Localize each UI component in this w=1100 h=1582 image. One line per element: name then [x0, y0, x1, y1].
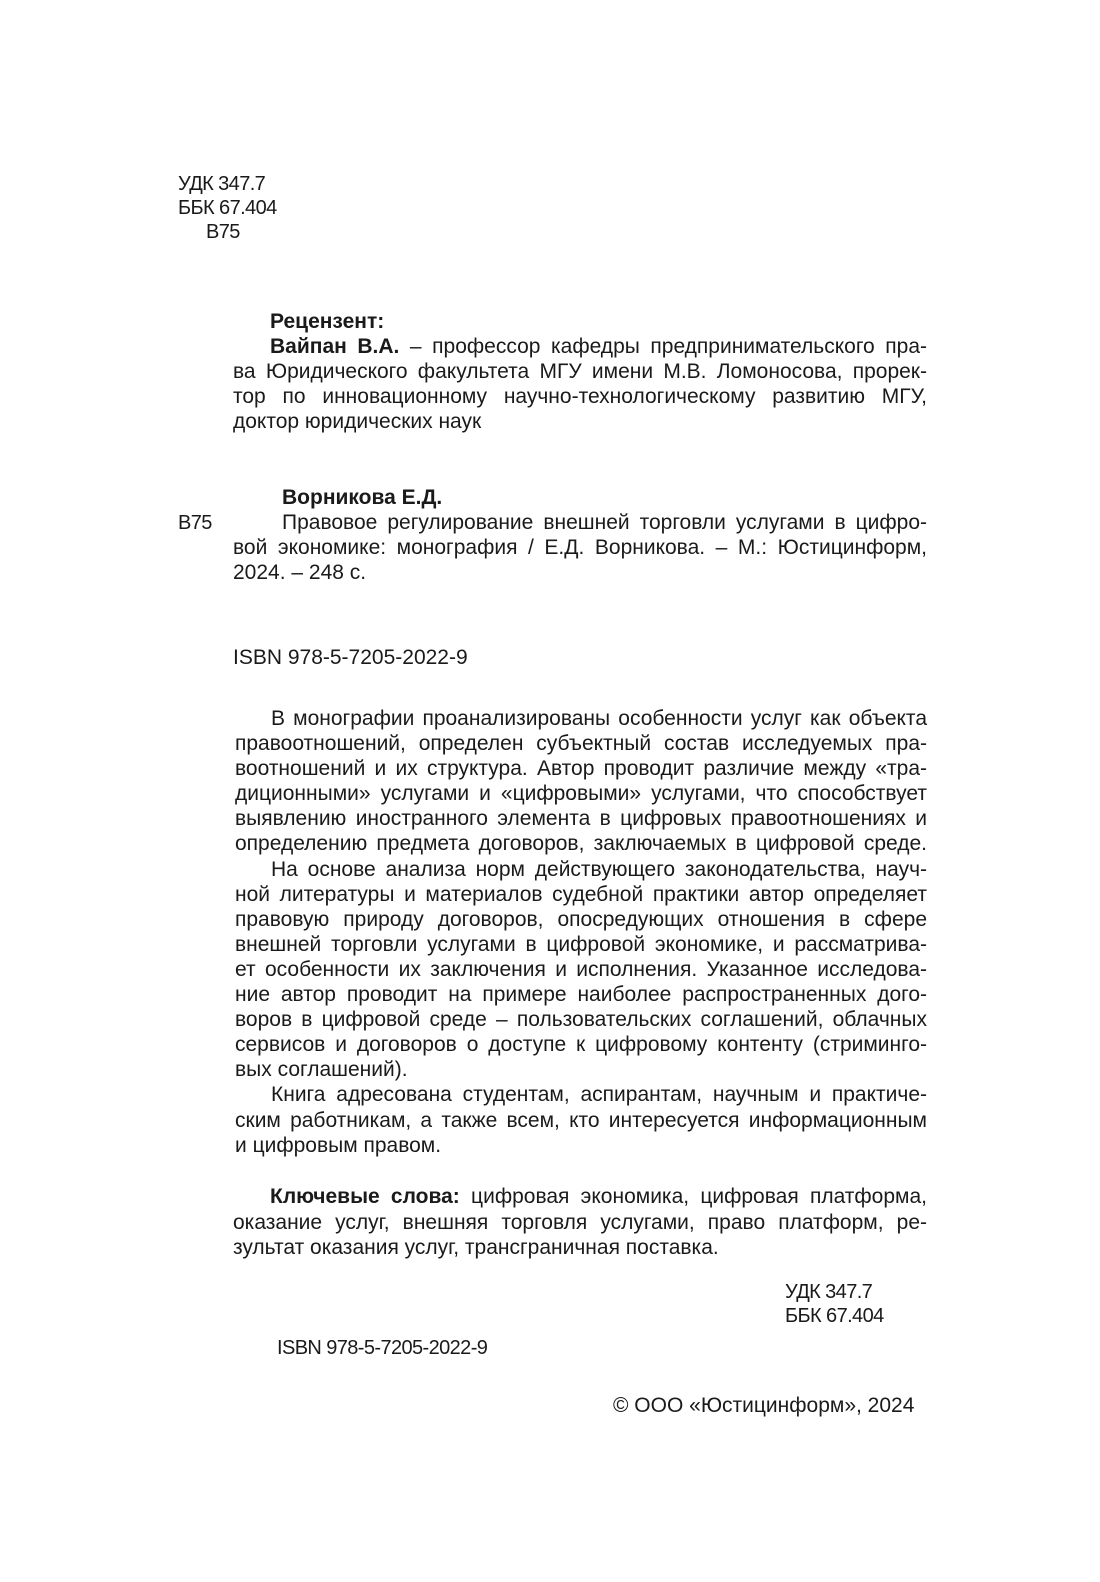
- author-mark: В75: [206, 221, 240, 243]
- udk-code: УДК 347.7: [178, 173, 266, 195]
- footer-udk-code: УДК 347.7: [785, 1281, 873, 1303]
- keywords-text-1: цифровая экономика, цифровая платформа,: [459, 1185, 927, 1208]
- footer-bbk-code: ББК 67.404: [785, 1305, 884, 1327]
- abstract-p3-line: ским работникам, а также всем, кто интересуется информационным: [235, 1108, 927, 1132]
- abstract-p2-line: На основе анализа норм действующего законодательства, науч-: [271, 857, 927, 881]
- abstract-p2-line: ной литературы и материалов судебной практики автор определяет: [235, 882, 927, 906]
- keywords-label: Ключевые слова:: [270, 1185, 460, 1208]
- reviewer-heading: Рецензент:: [270, 310, 385, 333]
- abstract-p3-line: Книга адресована студентам, аспирантам, научным и практиче-: [271, 1083, 927, 1107]
- abstract-p1-line: воотношений и их структура. Автор проводит различие между «тра-: [235, 757, 927, 781]
- keywords-line-3: зультат оказания услуг, трансграничная поставка.: [233, 1236, 719, 1259]
- reviewer-line-3: тор по инновационному научно-технологическому развитию МГУ,: [233, 385, 927, 408]
- reviewer-line-2: ва Юридического факультета МГУ имени М.В. Ломоносова, прорек-: [233, 360, 927, 383]
- bbk-code: ББК 67.404: [178, 197, 277, 219]
- footer-isbn: ISBN 978-5-7205-2022-9: [277, 1337, 488, 1359]
- reviewer-desc-1: – профессор кафедры предпринимательского пра-: [399, 335, 927, 358]
- abstract-p2-line: вых соглашений).: [235, 1058, 408, 1082]
- abstract: [235, 706, 927, 1158]
- abstract-p2-line: сервисов и договоров о доступе к цифровому контенту (стриминго-: [235, 1033, 927, 1057]
- keywords-line-1: [270, 1185, 927, 1209]
- abstract-p1-line: диционными» услугами и «цифровыми» услугами, что способствует: [235, 782, 927, 806]
- abstract-p2-line: правовую природу договоров, опосредующих отношения в сфере: [235, 907, 927, 931]
- book-title-line-2: вой экономике: монография / Е.Д. Ворникова. – М.: Юстицинформ,: [233, 536, 927, 559]
- abstract-p2-line: воров в цифровой среде – пользовательских соглашений, облачных: [235, 1008, 927, 1032]
- abstract-p1-line: В монографии проанализированы особенности услуг как объекта: [271, 707, 927, 730]
- abstract-p1-line: определению предмета договоров, заключаемых в цифровой среде.: [235, 832, 927, 856]
- abstract-p2-line: ние автор проводит на примере наиболее распространенных дого-: [235, 983, 927, 1007]
- reviewer-line-4: доктор юридических наук: [233, 410, 482, 433]
- copyright-notice: © ООО «Юстицинформ», 2024: [613, 1394, 915, 1417]
- abstract-p2-line: ет особенности их заключения и исполнения. Указанное исследова-: [235, 957, 927, 981]
- abstract-p1-line: выявлению иностранного элемента в цифровых правоотношениях и: [235, 807, 927, 831]
- book-title-line-1: Правовое регулирование внешней торговли услугами в цифро-: [282, 511, 927, 534]
- reviewer-name: Вайпан В.А.: [270, 335, 400, 358]
- abstract-p2-line: внешней торговли услугами в цифровой экономике, и рассматрива-: [235, 932, 927, 956]
- reviewer-line-1: [270, 335, 927, 359]
- book-title-line-3: 2024. – 248 с.: [233, 561, 367, 584]
- bibliography-mark: В75: [178, 512, 212, 534]
- abstract-p1-line: правоотношений, определен субъектный состав исследуемых пра-: [235, 732, 927, 756]
- isbn-top: ISBN 978-5-7205-2022-9: [233, 646, 468, 669]
- keywords-line-2: оказание услуг, внешняя торговля услугами, право платформ, ре-: [233, 1211, 927, 1234]
- book-author: Ворникова Е.Д.: [282, 486, 443, 509]
- abstract-p3-line: и цифровым правом.: [235, 1133, 442, 1157]
